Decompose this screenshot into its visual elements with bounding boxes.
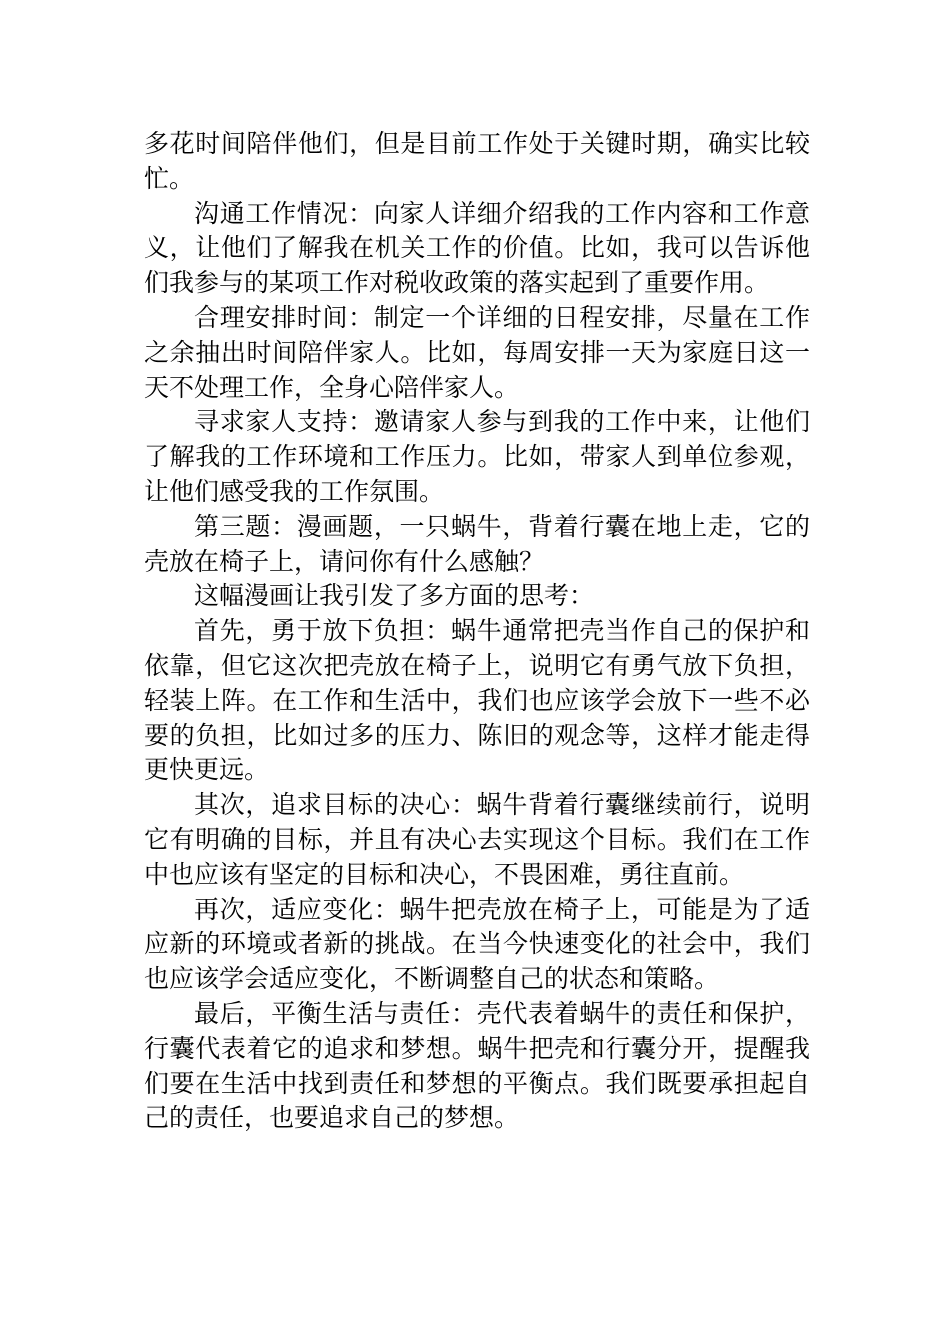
paragraph-second-point: 其次，追求目标的决心：蜗牛背着行囊继续前行，说明它有明确的目标，并且有决心去实现这个目标。我们在工作中也应该有坚定的目标和决心，不畏困难，勇往直前。 [144,790,810,889]
question-three-heading: 第三题：漫画题，一只蜗牛，背着行囊在地上走，它的壳放在椅子上，请问你有什么感触？ [144,511,810,576]
paragraph-communicate-work: 沟通工作情况：向家人详细介绍我的工作内容和工作意义，让他们了解我在机关工作的价值。比如，我可以告诉他们我参与的某项工作对税收政策的落实起到了重要作用。 [144,198,810,298]
paragraph-arrange-time: 合理安排时间：制定一个详细的日程安排，尽量在工作之余抽出时间陪伴家人。比如，每周安排一天为家庭日这一天不处理工作，全身心陪伴家人。 [144,302,810,402]
paragraph-first-point: 首先，勇于放下负担：蜗牛通常把壳当作自己的保护和依靠，但它这次把壳放在椅子上，说明它有勇气放下负担，轻装上阵。在工作和生活中，我们也应该学会放下一些不必要的负担，比如过多的压力、陈旧的观念等，这样才能走得更快更远。 [144,616,810,785]
paragraph-continuation: 多花时间陪伴他们，但是目前工作处于关键时期，确实比较忙。 [144,129,810,193]
paragraph-family-support: 寻求家人支持：邀请家人参与到我的工作中来，让他们了解我的工作环境和工作压力。比如，带家人到单位参观，让他们感受我的工作氛围。 [144,407,810,506]
paragraph-third-point: 再次，适应变化：蜗牛把壳放在椅子上，可能是为了适应新的环境或者新的挑战。在当今快速变化的社会中，我们也应该学会适应变化，不断调整自己的状态和策略。 [144,894,810,994]
paragraph-final-point: 最后，平衡生活与责任：壳代表着蜗牛的责任和保护，行囊代表着它的追求和梦想。蜗牛把壳和行囊分开，提醒我们要在生活中找到责任和梦想的平衡点。我们既要承担起自己的责任，也要追求自己的梦想。 [144,998,810,1133]
paragraph-intro-thoughts: 这幅漫画让我引发了多方面的思考： [194,581,595,611]
document-body [144,127,810,1136]
